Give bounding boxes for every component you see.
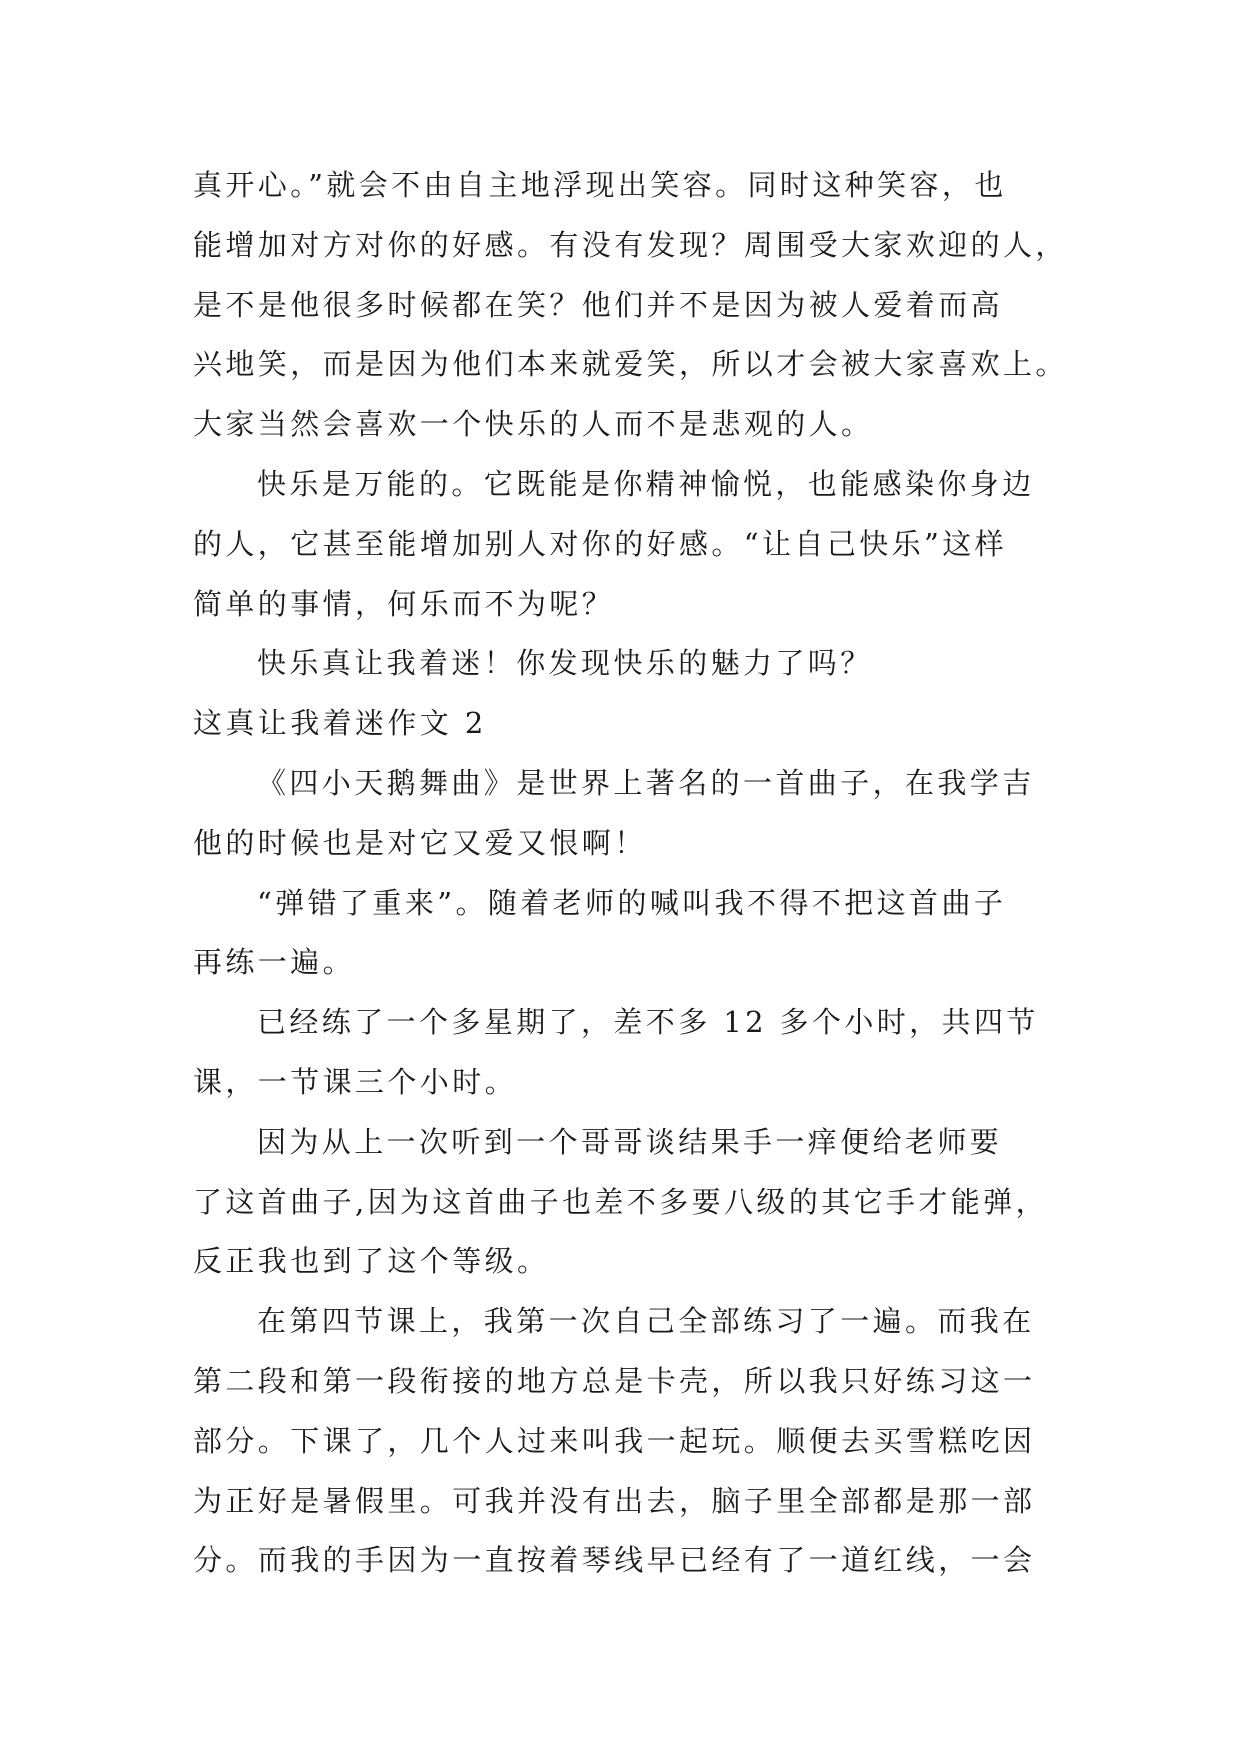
text-line: 已经练了一个多星期了，差不多 12 多个小时，共四节 <box>257 1005 1039 1040</box>
text-line: “弹错了重来”。随着老师的喊叫我不得不把这首曲子 <box>257 885 1007 920</box>
text-line: 为正好是暑假里。可我并没有出去，脑子里全部都是那一部 <box>193 1483 1036 1518</box>
text-line: 再练一遍。 <box>193 945 356 980</box>
text-line: 他的时候也是对它又爱又恨啊！ <box>193 825 647 860</box>
text-line: 在第四节课上，我第一次自己全部练习了一遍。而我在 <box>257 1304 1035 1339</box>
text-line: 快乐是万能的。它既能是你精神愉悦，也能感染你身边 <box>257 466 1035 501</box>
text-line: 能增加对方对你的好感。有没有发现？周围受大家欢迎的人， <box>193 227 1068 262</box>
text-line: 部分。下课了，几个人过来叫我一起玩。顺便去买雪糕吃因 <box>193 1423 1036 1458</box>
text-line: 《四小天鹅舞曲》是世界上著名的一首曲子，在我学吉 <box>257 765 1035 800</box>
text-line: 是不是他很多时候都在笑？他们并不是因为被人爱着而高 <box>193 287 1004 322</box>
text-line: 第二段和第一段衔接的地方总是卡壳，所以我只好练习这一 <box>193 1363 1036 1398</box>
text-line: 大家当然会喜欢一个快乐的人而不是悲观的人。 <box>193 407 874 442</box>
text-line: 反正我也到了这个等级。 <box>193 1244 550 1279</box>
text-line: 因为从上一次听到一个哥哥谈结果手一痒便给老师要 <box>257 1124 1003 1159</box>
text-line: 快乐真让我着迷！你发现快乐的魅力了吗？ <box>257 646 873 681</box>
text-line: 这真让我着迷作文 2 <box>193 706 487 741</box>
text-line: 真开心。”就会不由自主地浮现出笑容。同时这种笑容，也 <box>193 168 1007 202</box>
text-line: 简单的事情，何乐而不为呢？ <box>193 586 615 621</box>
text-line: 了这首曲子,因为这首曲子也差不多要八级的其它手才能弹， <box>193 1184 1049 1219</box>
text-line: 分。而我的手因为一直按着琴线早已经有了一道红线，一会 <box>193 1543 1036 1578</box>
text-line: 兴地笑，而是因为他们本来就爱笑，所以才会被大家喜欢上。 <box>193 347 1068 382</box>
document-body <box>193 156 1093 1591</box>
text-line: 的人，它甚至能增加别人对你的好感。“让自己快乐”这样 <box>193 526 1008 561</box>
text-line: 课，一节课三个小时。 <box>193 1064 518 1099</box>
